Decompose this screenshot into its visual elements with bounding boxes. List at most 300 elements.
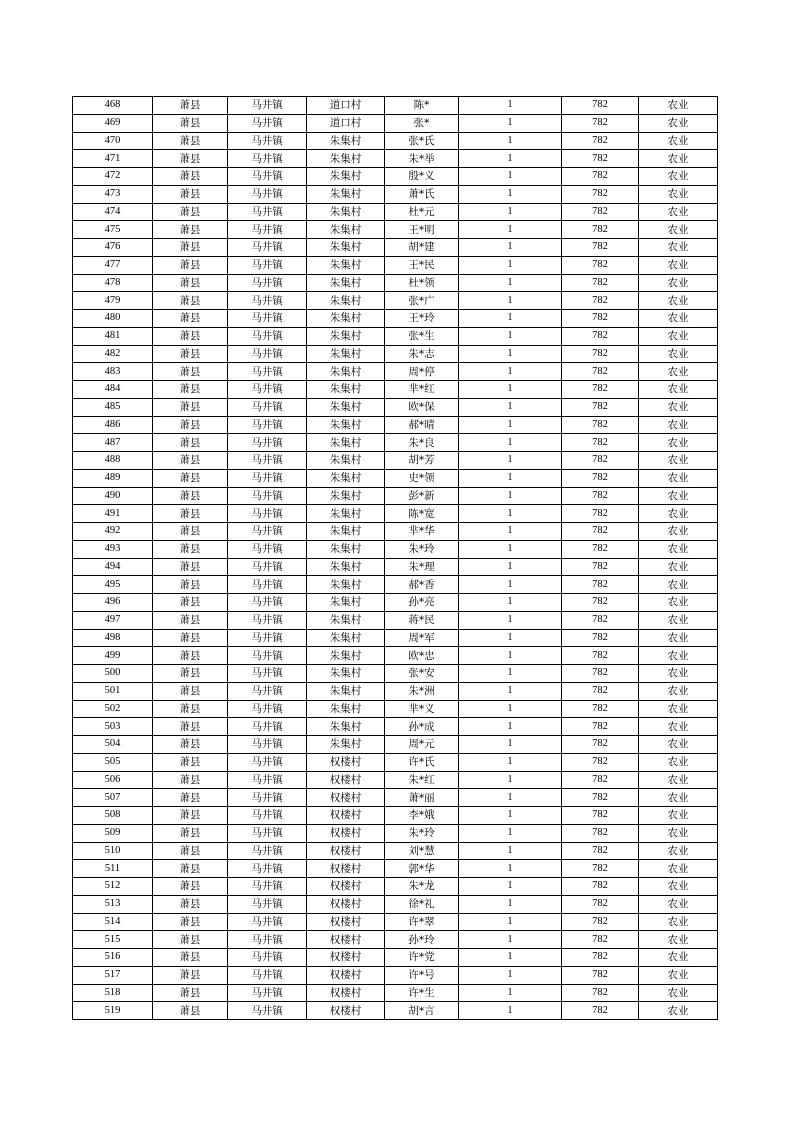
name-cell: 许*翠 — [385, 913, 459, 931]
amount-cell: 782 — [562, 505, 639, 523]
table-row — [73, 97, 718, 115]
table-row — [73, 789, 718, 807]
village-cell: 朱集村 — [307, 665, 385, 683]
table-row — [73, 363, 718, 381]
village-cell: 朱集村 — [307, 647, 385, 665]
table-row — [73, 878, 718, 896]
amount-cell: 782 — [562, 700, 639, 718]
count-cell: 1 — [459, 327, 562, 345]
village-cell: 朱集村 — [307, 310, 385, 328]
amount-cell: 782 — [562, 203, 639, 221]
amount-cell: 782 — [562, 576, 639, 594]
category-cell: 农业 — [639, 736, 718, 754]
county-cell: 萧县 — [153, 629, 228, 647]
county-cell: 萧县 — [153, 487, 228, 505]
town-cell: 马井镇 — [228, 381, 307, 399]
count-cell: 1 — [459, 718, 562, 736]
county-cell: 萧县 — [153, 203, 228, 221]
category-cell: 农业 — [639, 878, 718, 896]
village-cell: 朱集村 — [307, 274, 385, 292]
name-cell: 欧*忠 — [385, 647, 459, 665]
table-row — [73, 185, 718, 203]
county-cell: 萧县 — [153, 682, 228, 700]
row-number-cell: 474 — [73, 203, 153, 221]
row-number-cell: 503 — [73, 718, 153, 736]
name-cell: 王*民 — [385, 256, 459, 274]
category-cell: 农业 — [639, 913, 718, 931]
amount-cell: 782 — [562, 647, 639, 665]
village-cell: 朱集村 — [307, 398, 385, 416]
table-row — [73, 381, 718, 399]
amount-cell: 782 — [562, 594, 639, 612]
category-cell: 农业 — [639, 398, 718, 416]
amount-cell: 782 — [562, 256, 639, 274]
category-cell: 农业 — [639, 931, 718, 949]
table-row — [73, 594, 718, 612]
name-cell: 胡*建 — [385, 239, 459, 257]
amount-cell: 782 — [562, 824, 639, 842]
amount-cell: 782 — [562, 363, 639, 381]
village-cell: 朱集村 — [307, 682, 385, 700]
row-number-cell: 506 — [73, 771, 153, 789]
count-cell: 1 — [459, 807, 562, 825]
count-cell: 1 — [459, 363, 562, 381]
table-row — [73, 895, 718, 913]
row-number-cell: 478 — [73, 274, 153, 292]
county-cell: 萧县 — [153, 878, 228, 896]
count-cell: 1 — [459, 487, 562, 505]
town-cell: 马井镇 — [228, 434, 307, 452]
amount-cell: 782 — [562, 1002, 639, 1020]
amount-cell: 782 — [562, 665, 639, 683]
row-number-cell: 497 — [73, 611, 153, 629]
table-row — [73, 114, 718, 132]
row-number-cell: 500 — [73, 665, 153, 683]
town-cell: 马井镇 — [228, 168, 307, 186]
count-cell: 1 — [459, 931, 562, 949]
count-cell: 1 — [459, 700, 562, 718]
table-row — [73, 452, 718, 470]
village-cell: 朱集村 — [307, 434, 385, 452]
village-cell: 朱集村 — [307, 629, 385, 647]
count-cell: 1 — [459, 966, 562, 984]
amount-cell: 782 — [562, 416, 639, 434]
amount-cell: 782 — [562, 753, 639, 771]
count-cell: 1 — [459, 256, 562, 274]
name-cell: 芈*义 — [385, 700, 459, 718]
category-cell: 农业 — [639, 949, 718, 967]
county-cell: 萧县 — [153, 363, 228, 381]
table-row — [73, 416, 718, 434]
county-cell: 萧县 — [153, 150, 228, 168]
town-cell: 马井镇 — [228, 416, 307, 434]
count-cell: 1 — [459, 647, 562, 665]
village-cell: 朱集村 — [307, 594, 385, 612]
county-cell: 萧县 — [153, 647, 228, 665]
town-cell: 马井镇 — [228, 895, 307, 913]
name-cell: 朱*洲 — [385, 682, 459, 700]
table-row — [73, 807, 718, 825]
table-body — [73, 97, 718, 1020]
name-cell: 李*娥 — [385, 807, 459, 825]
category-cell: 农业 — [639, 895, 718, 913]
row-number-cell: 489 — [73, 469, 153, 487]
count-cell: 1 — [459, 292, 562, 310]
amount-cell: 782 — [562, 97, 639, 115]
county-cell: 萧县 — [153, 256, 228, 274]
town-cell: 马井镇 — [228, 487, 307, 505]
count-cell: 1 — [459, 97, 562, 115]
count-cell: 1 — [459, 452, 562, 470]
county-cell: 萧县 — [153, 736, 228, 754]
row-number-cell: 495 — [73, 576, 153, 594]
category-cell: 农业 — [639, 700, 718, 718]
category-cell: 农业 — [639, 114, 718, 132]
category-cell: 农业 — [639, 416, 718, 434]
row-number-cell: 469 — [73, 114, 153, 132]
name-cell: 萧*氏 — [385, 185, 459, 203]
village-cell: 朱集村 — [307, 540, 385, 558]
county-cell: 萧县 — [153, 292, 228, 310]
county-cell: 萧县 — [153, 469, 228, 487]
village-cell: 朱集村 — [307, 292, 385, 310]
amount-cell: 782 — [562, 487, 639, 505]
town-cell: 马井镇 — [228, 345, 307, 363]
category-cell: 农业 — [639, 860, 718, 878]
count-cell: 1 — [459, 274, 562, 292]
name-cell: 郭*华 — [385, 860, 459, 878]
town-cell: 马井镇 — [228, 203, 307, 221]
county-cell: 萧县 — [153, 327, 228, 345]
village-cell: 朱集村 — [307, 185, 385, 203]
category-cell: 农业 — [639, 842, 718, 860]
name-cell: 萧*丽 — [385, 789, 459, 807]
county-cell: 萧县 — [153, 398, 228, 416]
row-number-cell: 499 — [73, 647, 153, 665]
town-cell: 马井镇 — [228, 842, 307, 860]
amount-cell: 782 — [562, 398, 639, 416]
amount-cell: 782 — [562, 452, 639, 470]
name-cell: 张* — [385, 114, 459, 132]
row-number-cell: 471 — [73, 150, 153, 168]
count-cell: 1 — [459, 185, 562, 203]
table-row — [73, 327, 718, 345]
name-cell: 刘*慧 — [385, 842, 459, 860]
count-cell: 1 — [459, 611, 562, 629]
count-cell: 1 — [459, 168, 562, 186]
village-cell: 权楼村 — [307, 753, 385, 771]
county-cell: 萧县 — [153, 310, 228, 328]
amount-cell: 782 — [562, 611, 639, 629]
table-row — [73, 576, 718, 594]
table-row — [73, 221, 718, 239]
name-cell: 张*生 — [385, 327, 459, 345]
village-cell: 朱集村 — [307, 469, 385, 487]
table-row — [73, 913, 718, 931]
table-row — [73, 736, 718, 754]
category-cell: 农业 — [639, 185, 718, 203]
count-cell: 1 — [459, 221, 562, 239]
name-cell: 朱*举 — [385, 150, 459, 168]
name-cell: 朱*龙 — [385, 878, 459, 896]
row-number-cell: 493 — [73, 540, 153, 558]
category-cell: 农业 — [639, 256, 718, 274]
amount-cell: 782 — [562, 114, 639, 132]
count-cell: 1 — [459, 558, 562, 576]
amount-cell: 782 — [562, 523, 639, 541]
amount-cell: 782 — [562, 789, 639, 807]
county-cell: 萧县 — [153, 505, 228, 523]
count-cell: 1 — [459, 629, 562, 647]
category-cell: 农业 — [639, 150, 718, 168]
row-number-cell: 476 — [73, 239, 153, 257]
name-cell: 芈*红 — [385, 381, 459, 399]
table-row — [73, 860, 718, 878]
category-cell: 农业 — [639, 665, 718, 683]
table-row — [73, 842, 718, 860]
town-cell: 马井镇 — [228, 1002, 307, 1020]
amount-cell: 782 — [562, 168, 639, 186]
count-cell: 1 — [459, 736, 562, 754]
category-cell: 农业 — [639, 540, 718, 558]
table-row — [73, 949, 718, 967]
category-cell: 农业 — [639, 327, 718, 345]
count-cell: 1 — [459, 824, 562, 842]
count-cell: 1 — [459, 842, 562, 860]
row-number-cell: 485 — [73, 398, 153, 416]
amount-cell: 782 — [562, 150, 639, 168]
table-row — [73, 753, 718, 771]
county-cell: 萧县 — [153, 842, 228, 860]
name-cell: 张*氏 — [385, 132, 459, 150]
data-table — [72, 96, 718, 1020]
town-cell: 马井镇 — [228, 913, 307, 931]
name-cell: 殷*义 — [385, 168, 459, 186]
count-cell: 1 — [459, 984, 562, 1002]
amount-cell: 782 — [562, 860, 639, 878]
amount-cell: 782 — [562, 327, 639, 345]
count-cell: 1 — [459, 682, 562, 700]
category-cell: 农业 — [639, 629, 718, 647]
county-cell: 萧县 — [153, 132, 228, 150]
category-cell: 农业 — [639, 594, 718, 612]
name-cell: 许*党 — [385, 949, 459, 967]
name-cell: 郝*晴 — [385, 416, 459, 434]
name-cell: 许*生 — [385, 984, 459, 1002]
table-row — [73, 292, 718, 310]
table-row — [73, 150, 718, 168]
count-cell: 1 — [459, 381, 562, 399]
county-cell: 萧县 — [153, 824, 228, 842]
village-cell: 朱集村 — [307, 345, 385, 363]
table-row — [73, 345, 718, 363]
town-cell: 马井镇 — [228, 736, 307, 754]
amount-cell: 782 — [562, 718, 639, 736]
row-number-cell: 507 — [73, 789, 153, 807]
town-cell: 马井镇 — [228, 469, 307, 487]
town-cell: 马井镇 — [228, 576, 307, 594]
row-number-cell: 519 — [73, 1002, 153, 1020]
town-cell: 马井镇 — [228, 363, 307, 381]
amount-cell: 782 — [562, 345, 639, 363]
category-cell: 农业 — [639, 966, 718, 984]
village-cell: 朱集村 — [307, 203, 385, 221]
category-cell: 农业 — [639, 345, 718, 363]
town-cell: 马井镇 — [228, 718, 307, 736]
count-cell: 1 — [459, 860, 562, 878]
county-cell: 萧县 — [153, 274, 228, 292]
category-cell: 农业 — [639, 274, 718, 292]
amount-cell: 782 — [562, 949, 639, 967]
town-cell: 马井镇 — [228, 984, 307, 1002]
table-row — [73, 523, 718, 541]
name-cell: 朱*理 — [385, 558, 459, 576]
county-cell: 萧县 — [153, 665, 228, 683]
row-number-cell: 484 — [73, 381, 153, 399]
row-number-cell: 510 — [73, 842, 153, 860]
name-cell: 孙*成 — [385, 718, 459, 736]
table-row — [73, 984, 718, 1002]
category-cell: 农业 — [639, 434, 718, 452]
category-cell: 农业 — [639, 487, 718, 505]
category-cell: 农业 — [639, 381, 718, 399]
category-cell: 农业 — [639, 647, 718, 665]
name-cell: 杜*领 — [385, 274, 459, 292]
table-row — [73, 310, 718, 328]
name-cell: 周*停 — [385, 363, 459, 381]
village-cell: 朱集村 — [307, 150, 385, 168]
count-cell: 1 — [459, 523, 562, 541]
amount-cell: 782 — [562, 913, 639, 931]
county-cell: 萧县 — [153, 718, 228, 736]
county-cell: 萧县 — [153, 913, 228, 931]
village-cell: 权楼村 — [307, 984, 385, 1002]
table-row — [73, 558, 718, 576]
row-number-cell: 514 — [73, 913, 153, 931]
count-cell: 1 — [459, 665, 562, 683]
category-cell: 农业 — [639, 558, 718, 576]
county-cell: 萧县 — [153, 789, 228, 807]
county-cell: 萧县 — [153, 860, 228, 878]
village-cell: 朱集村 — [307, 221, 385, 239]
county-cell: 萧县 — [153, 381, 228, 399]
row-number-cell: 475 — [73, 221, 153, 239]
town-cell: 马井镇 — [228, 753, 307, 771]
category-cell: 农业 — [639, 239, 718, 257]
table-row — [73, 1002, 718, 1020]
amount-cell: 782 — [562, 310, 639, 328]
amount-cell: 782 — [562, 966, 639, 984]
row-number-cell: 517 — [73, 966, 153, 984]
village-cell: 朱集村 — [307, 256, 385, 274]
category-cell: 农业 — [639, 611, 718, 629]
town-cell: 马井镇 — [228, 327, 307, 345]
count-cell: 1 — [459, 132, 562, 150]
amount-cell: 782 — [562, 540, 639, 558]
row-number-cell: 502 — [73, 700, 153, 718]
name-cell: 陈* — [385, 97, 459, 115]
name-cell: 孙*亮 — [385, 594, 459, 612]
row-number-cell: 504 — [73, 736, 153, 754]
town-cell: 马井镇 — [228, 966, 307, 984]
category-cell: 农业 — [639, 168, 718, 186]
row-number-cell: 513 — [73, 895, 153, 913]
town-cell: 马井镇 — [228, 594, 307, 612]
count-cell: 1 — [459, 416, 562, 434]
village-cell: 朱集村 — [307, 505, 385, 523]
county-cell: 萧县 — [153, 949, 228, 967]
town-cell: 马井镇 — [228, 505, 307, 523]
amount-cell: 782 — [562, 895, 639, 913]
table-row — [73, 629, 718, 647]
name-cell: 朱*志 — [385, 345, 459, 363]
name-cell: 许*氏 — [385, 753, 459, 771]
town-cell: 马井镇 — [228, 700, 307, 718]
count-cell: 1 — [459, 895, 562, 913]
row-number-cell: 477 — [73, 256, 153, 274]
category-cell: 农业 — [639, 97, 718, 115]
village-cell: 朱集村 — [307, 718, 385, 736]
row-number-cell: 508 — [73, 807, 153, 825]
town-cell: 马井镇 — [228, 292, 307, 310]
county-cell: 萧县 — [153, 931, 228, 949]
row-number-cell: 516 — [73, 949, 153, 967]
amount-cell: 782 — [562, 931, 639, 949]
village-cell: 权楼村 — [307, 878, 385, 896]
county-cell: 萧县 — [153, 807, 228, 825]
village-cell: 朱集村 — [307, 611, 385, 629]
count-cell: 1 — [459, 114, 562, 132]
name-cell: 周*元 — [385, 736, 459, 754]
village-cell: 权楼村 — [307, 895, 385, 913]
amount-cell: 782 — [562, 185, 639, 203]
name-cell: 芈*华 — [385, 523, 459, 541]
village-cell: 朱集村 — [307, 576, 385, 594]
village-cell: 朱集村 — [307, 736, 385, 754]
count-cell: 1 — [459, 398, 562, 416]
category-cell: 农业 — [639, 789, 718, 807]
village-cell: 朱集村 — [307, 487, 385, 505]
count-cell: 1 — [459, 771, 562, 789]
row-number-cell: 496 — [73, 594, 153, 612]
category-cell: 农业 — [639, 771, 718, 789]
name-cell: 张*安 — [385, 665, 459, 683]
table-row — [73, 168, 718, 186]
row-number-cell: 480 — [73, 310, 153, 328]
village-cell: 权楼村 — [307, 931, 385, 949]
village-cell: 朱集村 — [307, 327, 385, 345]
village-cell: 朱集村 — [307, 452, 385, 470]
amount-cell: 782 — [562, 736, 639, 754]
row-number-cell: 491 — [73, 505, 153, 523]
county-cell: 萧县 — [153, 576, 228, 594]
amount-cell: 782 — [562, 771, 639, 789]
table-row — [73, 132, 718, 150]
amount-cell: 782 — [562, 842, 639, 860]
amount-cell: 782 — [562, 221, 639, 239]
village-cell: 权楼村 — [307, 949, 385, 967]
category-cell: 农业 — [639, 203, 718, 221]
town-cell: 马井镇 — [228, 611, 307, 629]
name-cell: 蒋*民 — [385, 611, 459, 629]
table-row — [73, 540, 718, 558]
county-cell: 萧县 — [153, 895, 228, 913]
table-row — [73, 771, 718, 789]
county-cell: 萧县 — [153, 966, 228, 984]
village-cell: 权楼村 — [307, 860, 385, 878]
village-cell: 朱集村 — [307, 363, 385, 381]
amount-cell: 782 — [562, 878, 639, 896]
